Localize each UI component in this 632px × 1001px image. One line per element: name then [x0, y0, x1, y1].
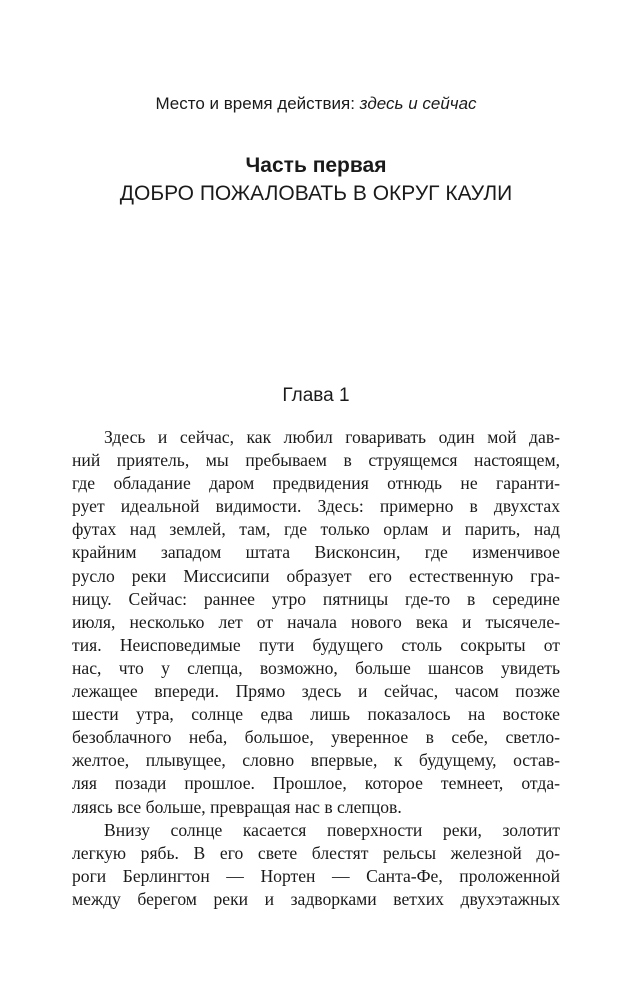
text-line: русло реки Миссисипи образует его естественную гра- — [72, 565, 560, 586]
text-line: ляясь все больше, превращая нас в слепцов. — [72, 796, 402, 817]
text-line: между берегом реки и задворками ветхих двухэтажных — [72, 888, 560, 909]
text-line: июля, несколько лет от начала нового века и тысячеле- — [72, 611, 560, 632]
epigraph-lead: Место и время действия: — [155, 94, 360, 113]
text-line: рует идеальной видимости. Здесь: примерно в двухстах — [72, 496, 560, 517]
text-line: безоблачного неба, большое, уверенное в себе, светло- — [72, 727, 560, 748]
paragraph-1 — [72, 426, 560, 819]
text-line: где обладание даром предвидения отнюдь не гаранти- — [72, 473, 560, 494]
text-line: роги Берлингтон — Нортен — Санта-Фе, проложенной — [72, 865, 560, 886]
text-line: лежащее впереди. Прямо здесь и сейчас, часом позже — [72, 681, 560, 702]
text-line: шести утра, солнце едва лишь показалось на востоке — [72, 704, 560, 725]
text-line: легкую рябь. В его свете блестят рельсы железной до- — [72, 842, 560, 863]
epigraph — [0, 92, 632, 116]
text-line: футах над землей, там, где только орлам и парить, над — [72, 519, 560, 540]
part-title: Часть первая — [245, 154, 387, 177]
text-line: ницу. Сейчас: раннее утро пятницы где-то в середине — [72, 588, 560, 609]
chapter-title: Глава 1 — [282, 385, 350, 406]
paragraph-2 — [72, 819, 560, 911]
text-line: желтое, плывущее, словно впервые, к будущему, остав- — [72, 750, 560, 771]
text-line: крайним западом штата Висконсин, где изменчивое — [72, 542, 560, 563]
text-line: нас, что у слепца, возможно, больше шансов увидеть — [72, 657, 560, 678]
text-line: ний приятель, мы пребываем в струящемся настоящем, — [72, 450, 560, 471]
text-line: ляя позади прошлое. Прошлое, которое темнеет, отда- — [72, 773, 560, 794]
epigraph-emphasis: здесь и сейчас — [359, 94, 477, 113]
part-subtitle: ДОБРО ПОЖАЛОВАТЬ В ОКРУГ КАУЛИ — [119, 182, 513, 205]
text-line: Здесь и сейчас, как любил говаривать один мой дав- — [104, 427, 560, 447]
text-line: тия. Неисповедимые пути будущего столь сокрыты от — [72, 634, 560, 655]
body-text — [72, 426, 560, 911]
text-line: Внизу солнце касается поверхности реки, золотит — [104, 819, 560, 840]
